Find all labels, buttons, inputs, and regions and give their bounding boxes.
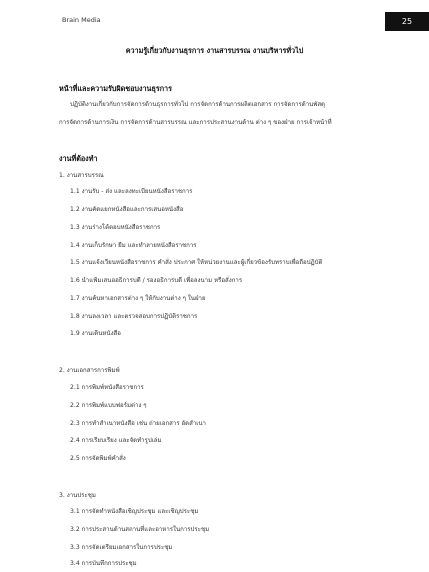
list-item: 2.1 การพิมพ์หนังสือราชการ xyxy=(70,384,144,391)
list-item: 1.7 งานค้นหาเอกสารต่าง ๆ ให้กับงานต่าง ๆ ในฝ่าย xyxy=(70,295,206,302)
group-title: 2. งานเอกสารการพิมพ์ xyxy=(59,367,120,374)
list-item: 3.4 การบันทึกการประชุม xyxy=(70,560,137,567)
list-item: 1.9 งานเดินหนังสือ xyxy=(70,330,121,337)
list-item: 2.2 การพิมพ์แบบฟอร์มต่าง ๆ xyxy=(70,402,147,409)
page-title: ความรู้เกี่ยวกับงานธุรการ งานสารบรรณ งานบริหารทั่วไป xyxy=(125,46,304,55)
group-title: 3. งานประชุม xyxy=(59,492,96,499)
list-item: 1.4 งานเก็บรักษา ยืม และทำลายหนังสือราชการ xyxy=(70,242,197,249)
list-item: 1.6 นำแฟ้มเสนออธิการบดี / รองอธิการบดี เพื่อลงนาม หรือสั่งการ xyxy=(70,277,243,284)
section-heading-tasks: งานที่ต้องทำ xyxy=(59,154,98,163)
list-item: 2.4 การเรียบเรียง และจัดทำรูปเล่ม xyxy=(70,437,162,444)
list-item: 1.3 งานร่างโต้ตอบหนังสือราชการ xyxy=(70,224,161,231)
group-title: 1. งานสารบรรณ xyxy=(59,172,104,179)
list-item: 2.3 การทำสำเนาหนังสือ เช่น ถ่ายเอกสาร อัดสำเนา xyxy=(70,420,206,427)
list-item: 1.2 งานคัดแยกหนังสือและการเสนอหนังสือ xyxy=(70,206,184,213)
paragraph-line: การจัดการด้านการเงิน การจัดการด้านสารบรรณ และการประสานงานด้าน ต่าง ๆ ของฝ่าย การเจ้าหน้าที่ xyxy=(59,119,332,126)
list-item: 1.5 งานแจ้งเวียนหนังสือราชการ คำสั่ง ประกาศ ให้หน่วยงานและผู้เกี่ยวข้องรับทราบเพื่อถือปฏิบัติ xyxy=(70,259,323,266)
list-item: 1.8 งานลงเวลา และตรวจสอบการปฏิบัติราชการ xyxy=(70,313,198,320)
paragraph-line: ปฏิบัติงานเกี่ยวกับการจัดการด้านธุรการทั่วไป การจัดการด้านการผลิตเอกสาร การจัดการด้านพัสดุ xyxy=(70,101,326,108)
list-item: 1.1 งานรับ - ส่ง และลงทะเบียนหนังสือราชการ xyxy=(70,188,193,195)
section-heading-duties: หน้าที่และความรับผิดชอบงานธุรการ xyxy=(59,84,172,93)
header-publisher: Brain Media xyxy=(62,16,101,24)
list-item: 3.1 การจัดทำหนังสือเชิญประชุม และเชิญประชุม xyxy=(70,508,199,515)
page-number-badge: 25 xyxy=(385,12,429,31)
list-item: 2.5 การจัดพิมพ์คำสั่ง xyxy=(70,455,126,462)
list-item: 3.2 การประสานด้านสถานที่และอาหารในการประชุม xyxy=(70,526,210,533)
list-item: 3.3 การจัดเตรียมเอกสารในการประชุม xyxy=(70,544,173,551)
